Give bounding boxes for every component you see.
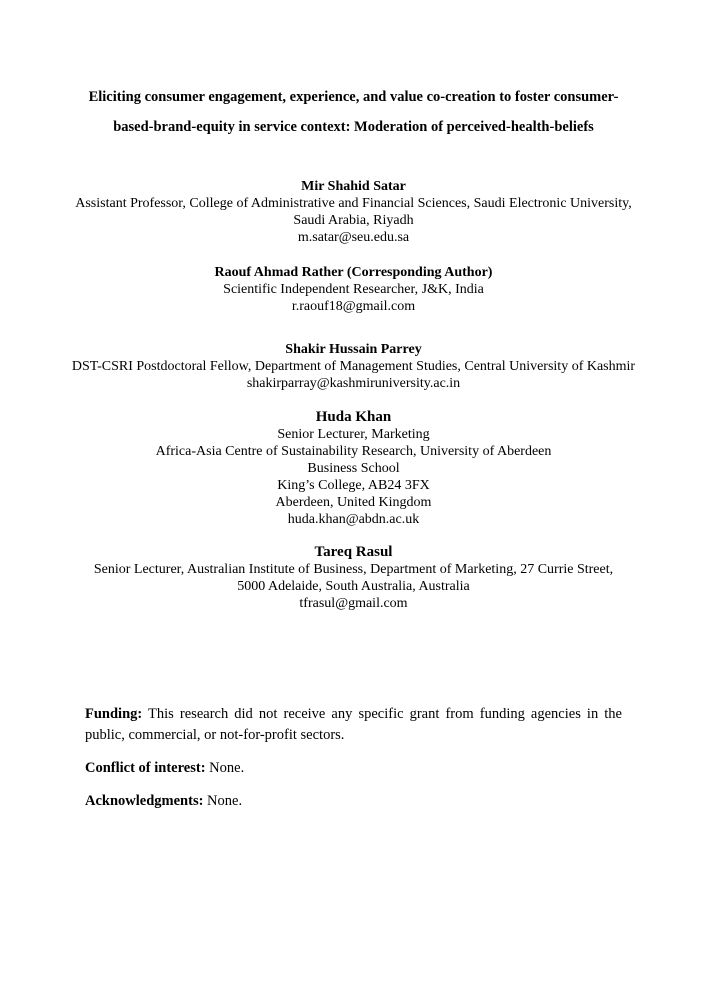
funding-label: Funding: [85,706,143,722]
affiliation-line: Scientific Independent Researcher, J&K, India [223,282,484,297]
author-block-huda-khan [60,409,647,528]
affiliation-line: Assistant Professor, College of Administrative and Financial Sciences, Saudi Electronic University, [75,196,632,211]
paper-title-line-1: Eliciting consumer engagement, experience, and value co-creation to foster consumer- [88,89,619,105]
email-link[interactable]: shakirparray@kashmiruniversity.ac.in [246,376,461,391]
affiliation-line: Africa-Asia Centre of Sustainability Research, University of Aberdeen [155,444,552,459]
acknowledgments-text: None. [203,793,243,809]
acknowledgments-label: Acknowledgments: [85,793,204,809]
author-name: Shakir Hussain Parrey [285,342,422,357]
author-block-tareq-rasul [60,544,647,612]
funding-statement [85,704,622,746]
affiliation-line: 5000 Adelaide, South Australia, Australia [237,579,470,594]
conflict-label: Conflict of interest: [85,760,206,776]
affiliation-line: Senior Lecturer, Australian Institute of Business, Department of Marketing, 27 Currie Street, [93,562,614,577]
paper-title-line-2: based-brand-equity in service context: Moderation of perceived-health-beliefs [113,119,594,135]
email-link[interactable]: m.satar@seu.edu.sa [297,230,410,245]
affiliation-line: DST-CSRI Postdoctoral Fellow, Department of Management Studies, Central University of Kashmir [71,359,636,374]
author-name: Mir Shahid Satar [301,179,406,194]
affiliation-line: Senior Lecturer, Marketing [277,427,430,442]
author-name: Tareq Rasul [314,544,393,560]
conflict-text: None. [205,760,245,776]
affiliation-line: Saudi Arabia, Riyadh [293,213,414,228]
paper-title [60,82,647,142]
conflict-statement [85,758,622,779]
affiliation-line: Aberdeen, United Kingdom [275,495,432,510]
author-block-mir-shahid-satar [60,178,647,246]
author-name: Raouf Ahmad Rather (Corresponding Author) [214,265,493,280]
email-link[interactable]: r.raouf18@gmail.com [291,299,416,314]
author-block-raouf-ahmad-rather [60,264,647,315]
affiliation-line: King’s College, AB24 3FX [277,478,430,493]
funding-text: This research did not receive any specific grant from funding agencies in the public, commercial, or not-for-profit sectors. [85,706,622,743]
affiliation-line: Business School [307,461,400,476]
email-link[interactable]: tfrasul@gmail.com [299,596,408,611]
acknowledgments-statement [85,791,622,812]
author-block-shakir-hussain-parrey [60,341,647,392]
email-link[interactable]: huda.khan@abdn.ac.uk [287,512,420,527]
notes-section [60,704,647,812]
author-name: Huda Khan [315,409,392,425]
